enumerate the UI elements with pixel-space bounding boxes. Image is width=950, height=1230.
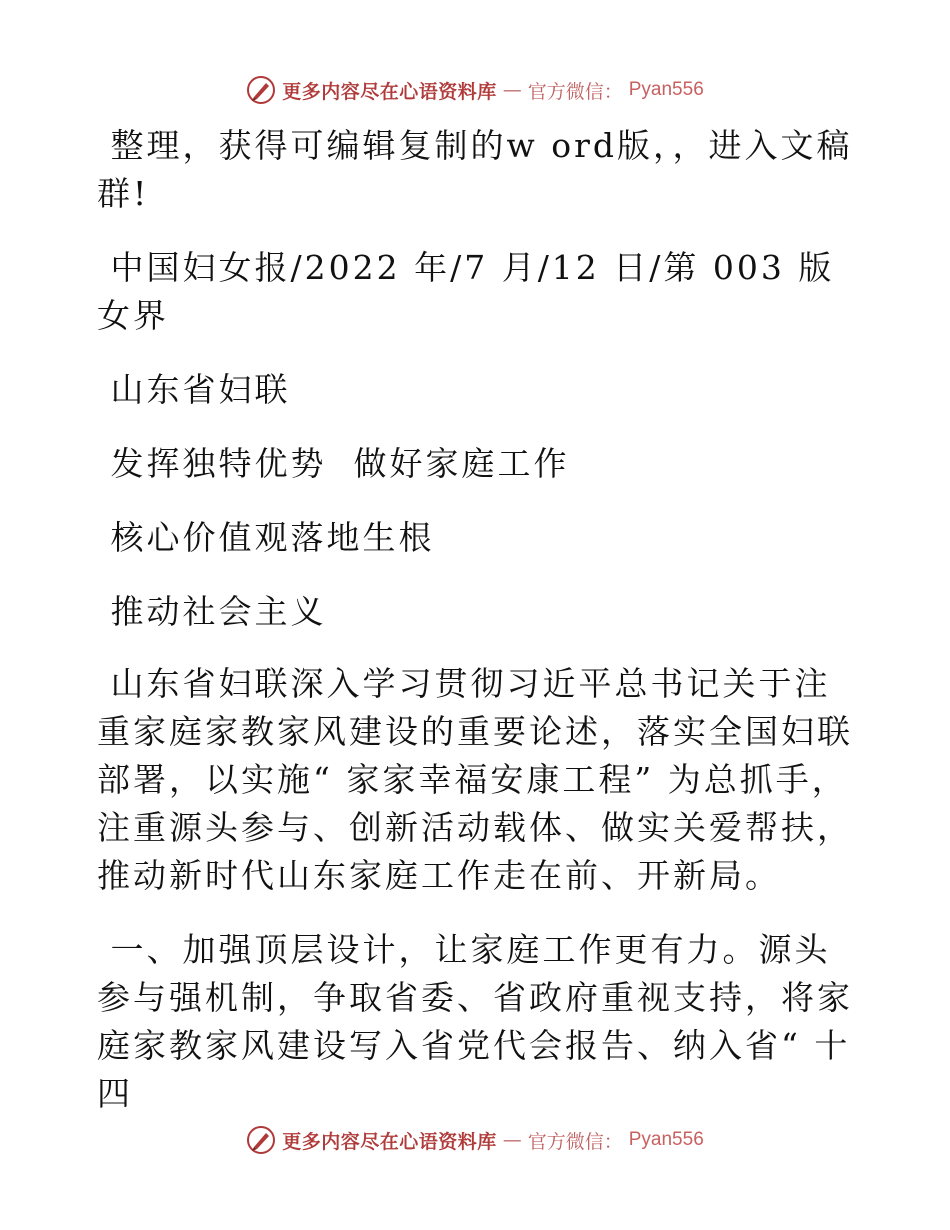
body-paragraph-2: 一、加强顶层设计，让家庭工作更有力。源头参与强机制，争取省委、省政府重视支持，将家庭家教家风建设写入省党代会报告、纳入省“ 十四 (97, 930, 853, 1113)
quill-pen-logo-icon (246, 1125, 276, 1155)
watermark-header (0, 70, 950, 110)
watermark-account: Pyan556 (628, 79, 704, 100)
headline-line-1: 发挥独特优势 做好家庭工作 (97, 444, 570, 483)
body-paragraph-1: 山东省妇联深入学习贯彻习近平总书记关于注重家庭家教家风建设的重要论述，落实全国妇联部署，以实施“ 家家幸福安康工程” 为总抓手，注重源头参与、创新活动载体、做实关爱帮扶，推动新时代山东家庭工作走在前、开新局。 (97, 664, 853, 895)
watermark-separator: — (502, 79, 522, 101)
watermark-separator: — (502, 1129, 522, 1151)
watermark-suffix: 官方微信： (527, 80, 623, 103)
watermark-footer (0, 1120, 950, 1160)
document-body (97, 122, 857, 1118)
watermark-suffix: 官方微信： (527, 1130, 623, 1153)
watermark-main-text: 更多内容尽在心语资料库 (282, 1130, 497, 1153)
organization-line: 山东省妇联 (97, 370, 291, 409)
headline-line-3: 推动社会主义 (97, 592, 327, 631)
watermark-main-text: 更多内容尽在心语资料库 (282, 80, 497, 103)
source-line: 中国妇女报/2022 年/7 月/12 日/第 003 版女界 (97, 248, 835, 335)
watermark-account: Pyan556 (628, 1129, 704, 1150)
intro-paragraph: 整理，获得可编辑复制的w ord版，，进入文稿群! (97, 126, 853, 213)
quill-pen-logo-icon (246, 75, 276, 105)
headline-line-2: 核心价值观落地生根 (97, 518, 435, 557)
